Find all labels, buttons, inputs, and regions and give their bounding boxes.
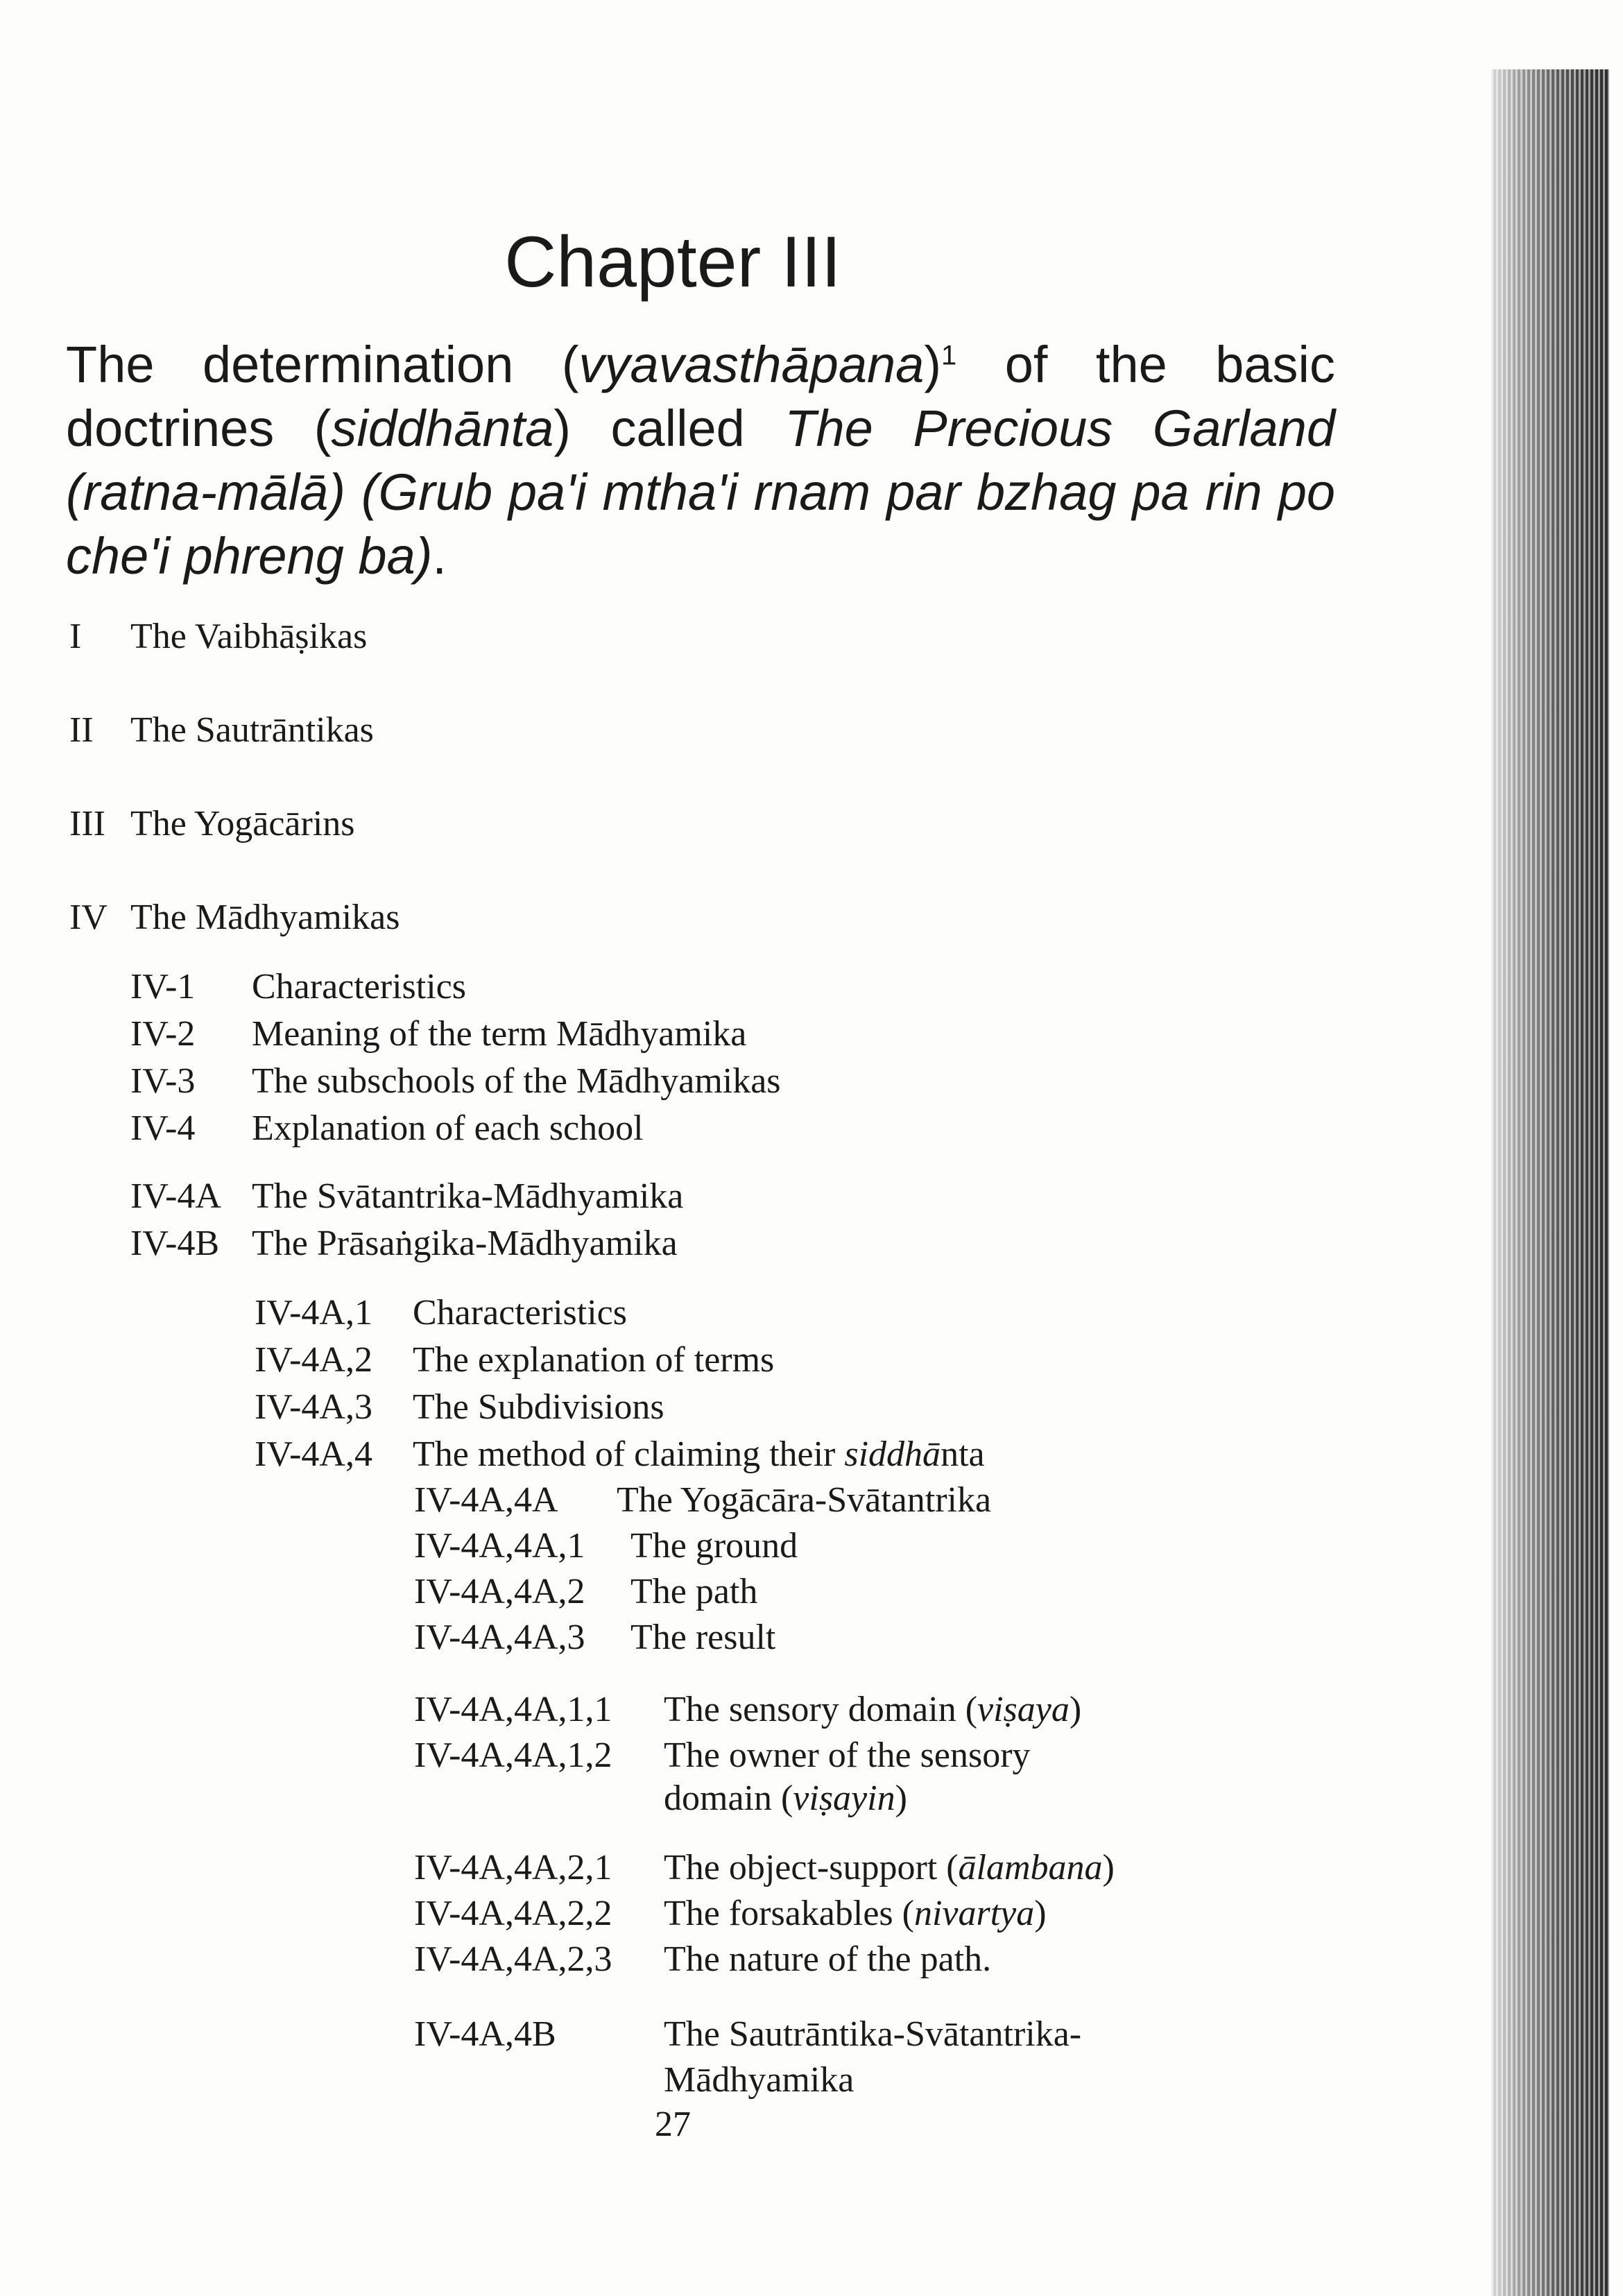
toc-number: IV-4A,4A,3 — [414, 1618, 585, 1657]
footnote-marker[interactable]: 1 — [941, 340, 957, 371]
page-number: 27 — [655, 2105, 691, 2144]
toc-number: IV-4A,4A — [414, 1480, 558, 1520]
toc-number: IV-4A,4A,2 — [414, 1572, 585, 1611]
toc-number: IV-2 — [130, 1014, 196, 1054]
toc-text-part: ) — [1034, 1894, 1047, 1933]
toc-text: The explanation of terms — [413, 1340, 775, 1380]
toc-number: IV — [69, 898, 108, 937]
toc-term: siddhā — [844, 1434, 941, 1474]
toc-text-part: The method of claiming their — [413, 1434, 845, 1474]
toc-number: I — [69, 617, 82, 656]
toc-number: IV-4A,4 — [255, 1434, 372, 1474]
toc-text: Characteristics — [413, 1293, 627, 1333]
toc-text — [664, 1891, 1047, 1937]
toc-text: The owner of the sensory — [664, 1736, 1031, 1775]
toc-number: IV-4A,4A,1,2 — [414, 1736, 612, 1775]
toc-number: IV-4A,1 — [255, 1293, 372, 1333]
toc-number: IV-4A,4B — [414, 2014, 556, 2054]
toc-number: IV-4 — [130, 1108, 196, 1148]
toc-text-part: ) — [1102, 1848, 1115, 1887]
toc-text: The Subdivisions — [413, 1387, 664, 1427]
toc-number: III — [69, 804, 105, 843]
toc-text: The Svātantrika-Mādhyamika — [252, 1176, 684, 1216]
toc-term: nivartya — [913, 1894, 1035, 1933]
toc-term: viṣaya — [977, 1690, 1070, 1729]
intro-text: . — [432, 527, 447, 585]
toc-number: IV-4A,4A,1 — [414, 1526, 585, 1566]
toc-term: ālambana — [958, 1848, 1103, 1887]
intro-term: siddhānta — [331, 400, 554, 457]
binding-edge — [1491, 69, 1609, 2296]
toc-text-part: The object-support ( — [664, 1848, 959, 1887]
intro-text: The determination ( — [66, 336, 579, 393]
toc-text: The Yogācārins — [130, 804, 355, 843]
toc-text-part: nta — [941, 1434, 985, 1474]
toc-text: Mādhyamika — [664, 2060, 855, 2100]
toc-number: IV-4A — [130, 1176, 221, 1216]
toc-number: IV-4A,3 — [255, 1387, 372, 1427]
toc-text-part: domain ( — [664, 1779, 793, 1818]
toc-number: IV-4A,4A,1,1 — [414, 1690, 612, 1729]
toc-number: IV-4A,4A,2,1 — [414, 1848, 612, 1887]
toc-text-part: ) — [1069, 1690, 1082, 1729]
toc-text — [664, 1687, 1081, 1733]
toc-text: The path — [630, 1572, 758, 1611]
toc-text: Characteristics — [252, 967, 466, 1006]
toc-number: IV-4B — [130, 1224, 220, 1263]
toc-text: The result — [630, 1618, 776, 1657]
toc-text: The ground — [630, 1526, 798, 1566]
intro-text: ) — [924, 336, 941, 393]
intro-term: vyavasthāpana — [578, 336, 925, 393]
intro-text: of the basic doctrines ( — [66, 336, 1335, 457]
toc-number: IV-4A,2 — [255, 1340, 372, 1380]
toc-text — [664, 1776, 907, 1822]
intro-book-title: The Precious Garland (ratna-mālā) (Grub pa'i mtha'i rnam par bzhag pa rin po che'i phreng ba) — [66, 400, 1335, 585]
toc-text-part: The sensory domain ( — [664, 1690, 978, 1729]
toc-text: The subschools of the Mādhyamikas — [252, 1061, 781, 1101]
toc-text: The Mādhyamikas — [130, 898, 400, 937]
toc-number: IV-1 — [130, 967, 196, 1006]
toc-text: Explanation of each school — [252, 1108, 644, 1148]
toc-text: The Sautrāntika-Svātantrika- — [664, 2014, 1082, 2054]
toc-term: viṣayin — [793, 1779, 895, 1818]
toc-number: II — [69, 710, 94, 750]
toc-text-part: The forsakables ( — [664, 1894, 914, 1933]
toc-text: The Sautrāntikas — [130, 710, 374, 750]
toc-text: Meaning of the term Mādhyamika — [252, 1014, 747, 1054]
chapter-title: Chapter III — [504, 222, 841, 302]
toc-text: The nature of the path. — [664, 1939, 992, 1979]
toc-text: The Vaibhāṣikas — [130, 617, 368, 656]
toc-number: IV-4A,4A,2,3 — [414, 1939, 612, 1979]
intro-text: ) called — [553, 400, 785, 457]
toc-text-part: ) — [895, 1779, 907, 1818]
toc-text — [413, 1432, 985, 1477]
toc-text: The Prāsaṅgika-Mādhyamika — [252, 1224, 678, 1263]
toc-number: IV-4A,4A,2,2 — [414, 1894, 612, 1933]
toc-number: IV-3 — [130, 1061, 196, 1101]
toc-text — [664, 1845, 1115, 1891]
toc-text: The Yogācāra-Svātantrika — [617, 1480, 992, 1520]
